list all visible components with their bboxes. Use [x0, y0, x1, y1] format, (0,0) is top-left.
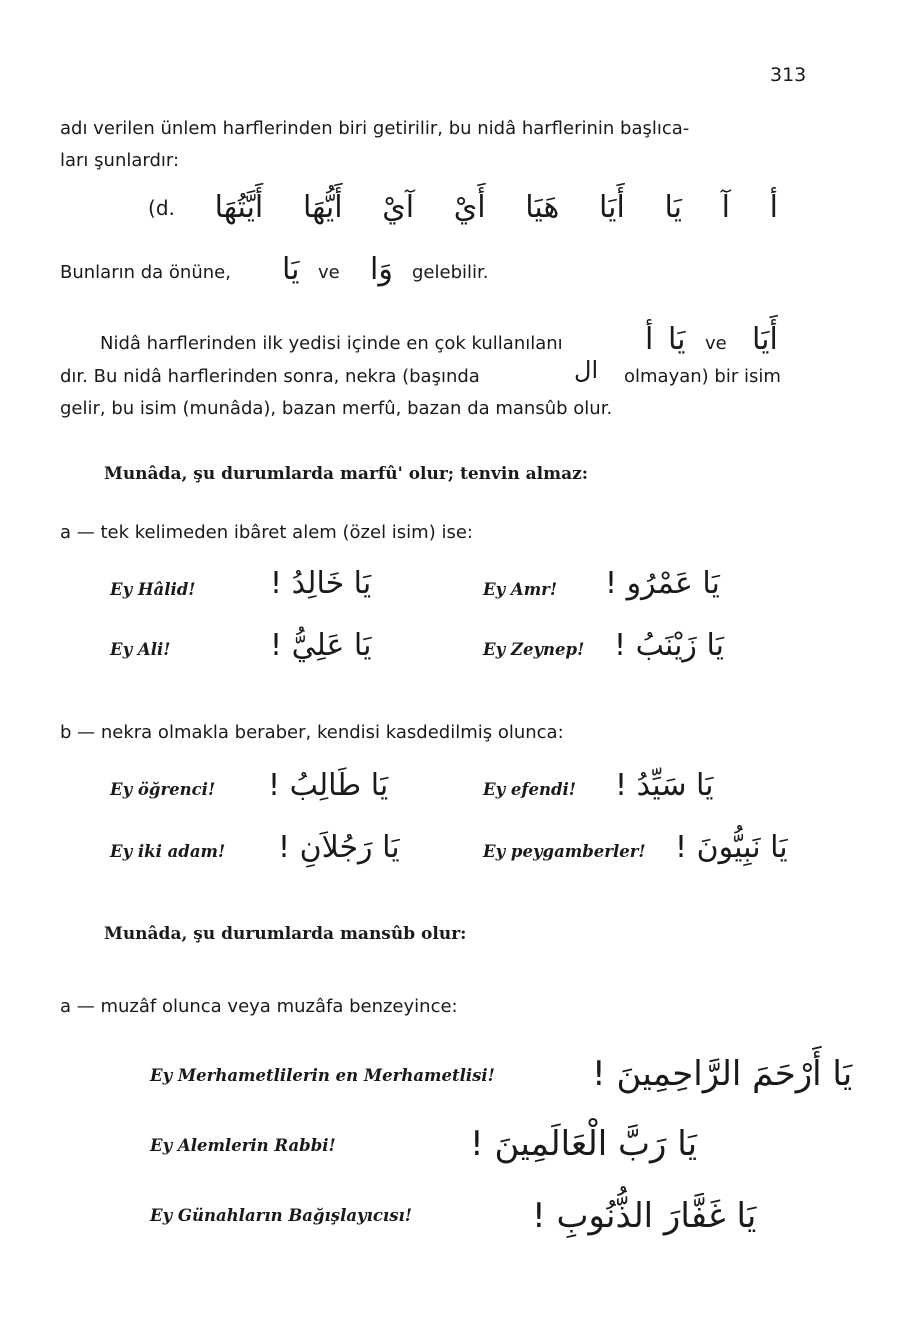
- example-tr: Ey öğrenci!: [110, 780, 216, 799]
- example-tr: Ey efendi!: [483, 780, 577, 799]
- also-ar-1: يَا: [282, 252, 300, 287]
- heading-marfu: Munâda, şu durumlarda marfû' olur; tenvin almaz:: [104, 464, 589, 484]
- also-suffix: gelebilir.: [412, 262, 489, 283]
- nida-letters-end: (d.: [148, 195, 175, 220]
- also-prefix: Bunların da önüne,: [60, 262, 231, 283]
- nida-letter: أَيَا: [598, 190, 625, 225]
- example-ar: يَا خَالِدُ !: [270, 566, 372, 601]
- nida-letter: أَيُّهَا: [302, 190, 343, 225]
- nida-letter: آيْ: [382, 190, 415, 225]
- intro-line-2: ları şunlardır:: [60, 150, 180, 171]
- example-ar: يَا طَالِبُ !: [268, 768, 389, 803]
- heading-mansub: Munâda, şu durumlarda mansûb olur:: [104, 924, 467, 944]
- nida-letter: يَا: [664, 190, 682, 225]
- nida-letter: أ: [769, 190, 778, 225]
- example-ar: يَا سَيِّدُ !: [615, 768, 714, 803]
- case-a2-label: a — muzâf olunca veya muzâfa benzeyince:: [60, 996, 458, 1017]
- nida-letter: آ: [721, 190, 730, 225]
- case-b-label: b — nekra olmakla beraber, kendisi kasdedilmiş olunca:: [60, 722, 564, 743]
- nida-letter: أَيْ: [453, 190, 486, 225]
- nida-letters-row: [148, 190, 778, 225]
- example-tr: Ey peygamberler!: [483, 842, 646, 861]
- example-tr: Ey Günahların Bağışlayıcısı!: [150, 1206, 413, 1225]
- para2-ve: ve: [705, 333, 727, 354]
- para2-ar-al: ال: [574, 356, 599, 384]
- para2-line-1: Nidâ harflerinden ilk yedisi içinde en çok kullanılanı: [100, 333, 563, 354]
- example-tr: Ey Amr!: [483, 580, 558, 599]
- example-tr: Ey iki adam!: [110, 842, 226, 861]
- intro-line-1: adı verilen ünlem harflerinden biri getirilir, bu nidâ harflerinin başlıca-: [60, 118, 690, 139]
- para2-line-3: gelir, bu isim (munâda), bazan merfû, bazan da mansûb olur.: [60, 398, 613, 419]
- para2-ar-2: يَا: [668, 322, 686, 357]
- example-ar: يَا غَفَّارَ الذُّنُوبِ !: [532, 1196, 757, 1236]
- example-ar: يَا أَرْحَمَ الرَّاحِمِينَ !: [592, 1054, 853, 1094]
- case-a-label: a — tek kelimeden ibâret alem (özel isim) ise:: [60, 522, 473, 543]
- example-tr: Ey Merhametlilerin en Merhametlisi!: [150, 1066, 495, 1085]
- para2-ar-3: أَيَا: [752, 322, 778, 357]
- example-tr: Ey Ali!: [110, 640, 171, 659]
- nida-letter: هَيَا: [525, 190, 560, 225]
- example-ar: يَا زَيْنَبُ !: [614, 628, 724, 663]
- example-ar: يَا عَلِيُّ !: [270, 628, 372, 663]
- example-ar: يَا عَمْرُو !: [605, 566, 720, 601]
- example-ar: يَا نَبِيُّونَ !: [675, 830, 788, 865]
- para2-line-2a: dır. Bu nidâ harflerinden sonra, nekra (başında: [60, 366, 480, 387]
- para2-line-2b: olmayan) bir isim: [624, 366, 781, 387]
- example-ar: يَا رَبَّ الْعَالَمِينَ !: [470, 1124, 698, 1164]
- example-tr: Ey Zeynep!: [483, 640, 585, 659]
- example-ar: يَا رَجُلاَنِ !: [278, 830, 400, 865]
- also-ar-2: وَا: [370, 252, 393, 287]
- nida-letter: أَيَّتُهَا: [214, 190, 264, 225]
- also-ve: ve: [318, 262, 340, 283]
- para2-ar-1: أ: [645, 322, 654, 357]
- example-tr: Ey Hâlid!: [110, 580, 196, 599]
- page-number: 313: [770, 64, 807, 86]
- example-tr: Ey Alemlerin Rabbi!: [150, 1136, 336, 1155]
